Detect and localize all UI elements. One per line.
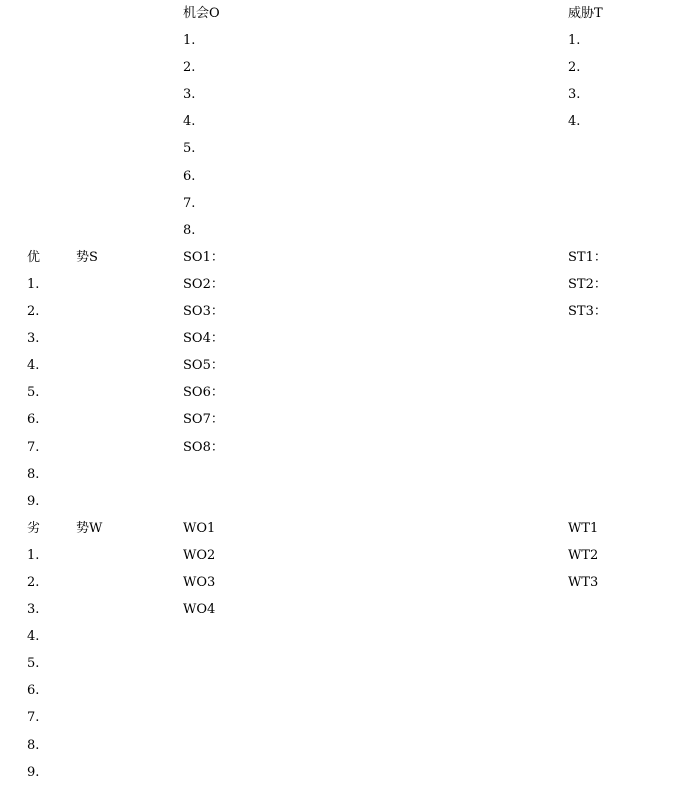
strengths-header-char: 优 xyxy=(27,249,41,265)
strengths-header xyxy=(27,244,167,271)
strength-item: 1. xyxy=(27,276,40,292)
so-strategy: SO6： xyxy=(183,385,224,401)
strength-item: 5. xyxy=(27,385,40,401)
wt-strategy: WT2 xyxy=(568,547,599,563)
weakness-item: 7. xyxy=(27,710,40,726)
weakness-item: 6. xyxy=(27,683,40,699)
weaknesses-header-suffix: 势W xyxy=(76,520,103,536)
weakness-item: 3. xyxy=(27,602,40,618)
threat-item: 4. xyxy=(568,114,581,130)
strength-item: 2. xyxy=(27,304,40,320)
st-strategy: ST2： xyxy=(568,276,607,292)
so-strategy: SO8： xyxy=(183,439,224,455)
so-strategy: SO4： xyxy=(183,331,224,347)
opportunity-item: 4. xyxy=(183,114,196,130)
right-column xyxy=(568,0,678,596)
weakness-item: 8. xyxy=(27,737,40,753)
wo-strategy: WO1 xyxy=(183,520,216,536)
weakness-item: 1. xyxy=(27,547,40,563)
weakness-item: 9. xyxy=(27,764,40,780)
threats-header: 威胁T xyxy=(568,6,603,21)
strength-item: 3. xyxy=(27,331,40,347)
wt-strategy: WT3 xyxy=(568,574,599,590)
opportunity-item: 2. xyxy=(183,60,196,76)
wo-strategy: WO3 xyxy=(183,574,216,590)
wo-strategy: WO4 xyxy=(183,602,216,618)
threat-item: 1. xyxy=(568,33,581,49)
so-strategy: SO2： xyxy=(183,276,224,292)
so-strategy: SO3： xyxy=(183,304,224,320)
weakness-item: 4. xyxy=(27,629,40,645)
so-strategy: SO5： xyxy=(183,358,224,374)
threat-item: 2. xyxy=(568,60,581,76)
opportunity-item: 3. xyxy=(183,87,196,103)
so-strategy: SO1： xyxy=(183,249,224,265)
strength-item: 7. xyxy=(27,439,40,455)
middle-column xyxy=(183,0,543,623)
opportunity-item: 6. xyxy=(183,168,196,184)
wo-strategy: WO2 xyxy=(183,547,216,563)
strength-item: 6. xyxy=(27,412,40,428)
strength-item: 9. xyxy=(27,493,40,509)
opportunity-item: 8. xyxy=(183,222,196,238)
st-strategy: ST3： xyxy=(568,304,607,320)
strength-item: 8. xyxy=(27,466,40,482)
strengths-header-suffix: 势S xyxy=(76,249,98,265)
opportunities-header: 机会O xyxy=(183,6,220,21)
weaknesses-header xyxy=(27,515,167,542)
weakness-item: 5. xyxy=(27,656,40,672)
threat-item: 3. xyxy=(568,87,581,103)
so-strategy: SO7： xyxy=(183,412,224,428)
opportunity-item: 5. xyxy=(183,141,196,157)
opportunity-item: 1. xyxy=(183,33,196,49)
wt-strategy: WT1 xyxy=(568,520,599,536)
weakness-item: 2. xyxy=(27,574,40,590)
left-column xyxy=(27,0,167,786)
st-strategy: ST1： xyxy=(568,249,607,265)
strength-item: 4. xyxy=(27,358,40,374)
opportunity-item: 7. xyxy=(183,195,196,211)
weaknesses-header-char: 劣 xyxy=(27,520,41,536)
